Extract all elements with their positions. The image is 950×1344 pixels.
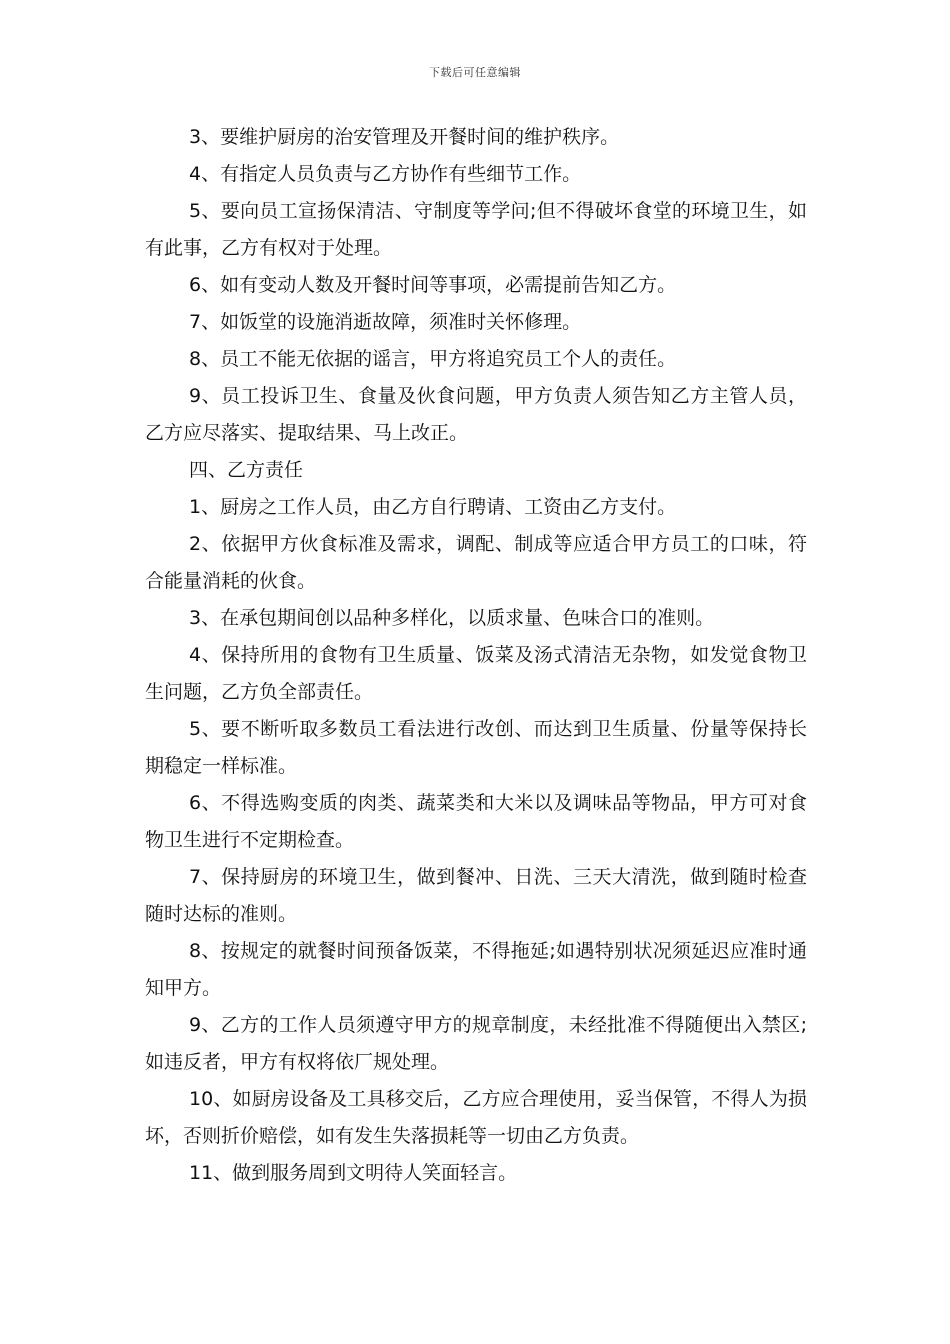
clause-b9: 9、乙方的工作人员须遵守甲方的规章制度，未经批准不得随便出入禁区;如违反者，甲方有权将依厂规处理。 [145, 1014, 807, 1073]
clause-b7: 7、保持厨房的环境卫生，做到餐冲、日洗、三天大清洗，做到随时检查随时达标的准则。 [145, 866, 807, 925]
page-header: 下载后可任意编辑 [429, 66, 521, 79]
clause-b4: 4、保持所用的食物有卫生质量、饭菜及汤式清洁无杂物，如发觉食物卫生问题，乙方负全部责任。 [145, 644, 807, 703]
clause-b1: 1、厨房之工作人员，由乙方自行聘请、工资由乙方支付。 [189, 496, 677, 518]
clause-b6: 6、不得选购变质的肉类、蔬菜类和大米以及调味品等物品，甲方可对食物卫生进行不定期检查。 [145, 792, 807, 851]
clause-a5: 5、要向员工宣扬保清洁、守制度等学问;但不得破坏食堂的环境卫生，如有此事，乙方有权对于处理。 [145, 200, 807, 259]
section-heading-party-b: 四、乙方责任 [189, 459, 304, 481]
clause-b10: 10、如厨房设备及工具移交后，乙方应合理使用，妥当保管，不得人为损坏，否则折价赔偿，如有发生失落损耗等一切由乙方负责。 [145, 1088, 807, 1147]
clause-b8: 8、按规定的就餐时间预备饭菜，不得拖延;如遇特别状况须延迟应准时通知甲方。 [145, 940, 807, 999]
clause-a6: 6、如有变动人数及开餐时间等事项，必需提前告知乙方。 [189, 274, 677, 296]
clause-b5: 5、要不断听取多数员工看法进行改创、而达到卫生质量、份量等保持长期稳定一样标准。 [145, 718, 807, 777]
clause-a7: 7、如饭堂的设施消逝故障，须准时关怀修理。 [189, 311, 582, 333]
clause-a9: 9、员工投诉卫生、食量及伙食问题，甲方负责人须告知乙方主管人员，乙方应尽落实、提取结果、马上改正。 [145, 385, 807, 444]
clause-a4: 4、有指定人员负责与乙方协作有些细节工作。 [189, 163, 582, 185]
clause-a3: 3、要维护厨房的治安管理及开餐时间的维护秩序。 [189, 126, 620, 148]
document-body [145, 119, 807, 1192]
clause-b2: 2、依据甲方伙食标准及需求，调配、制成等应适合甲方员工的口味，符合能量消耗的伙食。 [145, 533, 807, 592]
clause-b3: 3、在承包期间创以品种多样化，以质求量、色味合口的准则。 [189, 607, 715, 629]
clause-b11: 11、做到服务周到文明待人笑面轻言。 [189, 1162, 518, 1184]
clause-a8: 8、员工不能无依据的谣言，甲方将追究员工个人的责任。 [189, 348, 677, 370]
